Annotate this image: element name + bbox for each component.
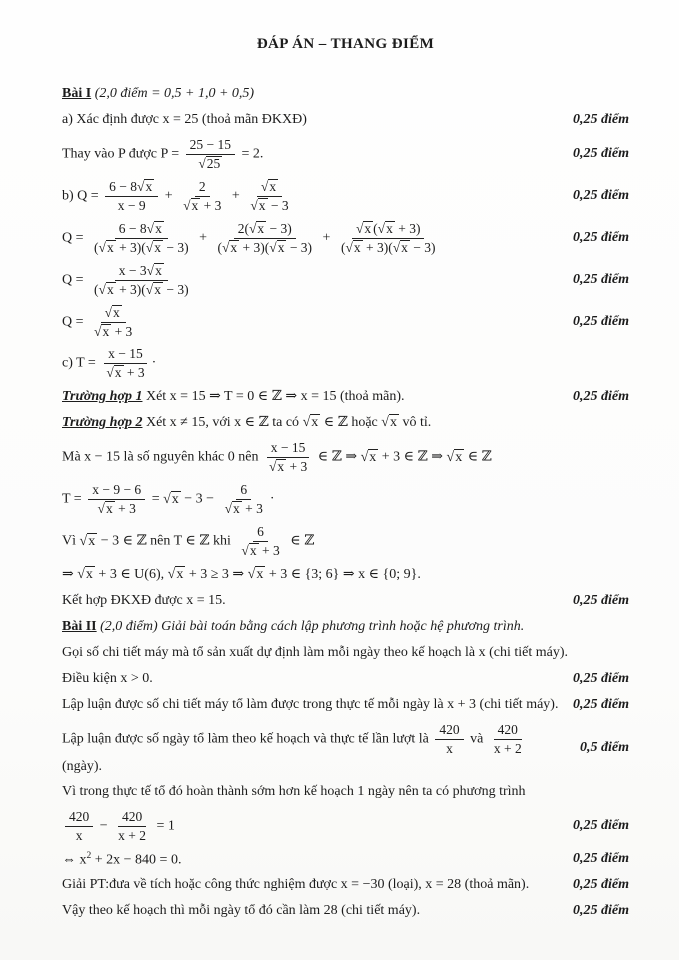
radicand: x	[114, 365, 122, 381]
fraction-numerator: x − 3√x	[115, 263, 168, 281]
answer-row	[62, 669, 629, 690]
sqrt-radical	[250, 198, 267, 213]
radicand: x	[176, 566, 184, 582]
styled-text: Trường hợp 1	[62, 389, 143, 405]
radicand: x	[102, 323, 110, 339]
points-label: 0,25 điểm	[573, 188, 629, 204]
radical-sign-icon: √	[377, 220, 386, 236]
answer-row	[62, 591, 629, 612]
radicand: x	[230, 239, 238, 255]
radical-sign-icon: √	[146, 220, 155, 236]
radical-sign-icon: √	[241, 542, 249, 558]
row-content: ⇔ $x^2 + 2x - 840 = 0$.	[62, 850, 182, 868]
fraction-denominator: (√x + 3)(√x − 3)	[94, 281, 189, 297]
row-content: c) T = $\frac{x - 15}{√x + 3}$ ·	[62, 346, 157, 381]
answer-row	[62, 643, 629, 664]
answer-row	[62, 695, 629, 716]
fraction-denominator: √x + 3	[183, 198, 222, 214]
points-label: 0,25 điểm	[573, 877, 629, 893]
row-content: Q = $\frac{x - 3√x}{(√x + 3)(√x - 3)}$	[62, 262, 563, 299]
radicand: x	[364, 220, 372, 236]
answer-row	[62, 387, 629, 408]
sqrt-radical	[447, 450, 465, 465]
radical-sign-icon: √	[145, 239, 154, 255]
radicand: x	[113, 304, 120, 320]
answer-row	[62, 617, 629, 638]
sqrt-radical	[105, 305, 122, 320]
radicand: x	[155, 220, 162, 236]
radicand: x	[277, 459, 285, 475]
fraction-numerator: x − 15	[104, 346, 147, 364]
answer-row	[62, 523, 629, 560]
fraction-numerator: x − 15	[267, 440, 310, 458]
fraction-numerator: √x (√x + 3)	[352, 221, 424, 239]
fraction	[105, 179, 158, 214]
sqrt-radical	[77, 567, 95, 582]
points-label: 0,5 điểm	[580, 740, 629, 756]
row-content	[62, 618, 629, 637]
superscript: 2	[86, 850, 92, 861]
radical-sign-icon: √	[97, 501, 105, 517]
fraction	[221, 482, 267, 517]
fraction-denominator: x + 2	[118, 827, 147, 843]
radical-sign-icon: √	[94, 323, 102, 339]
sqrt-radical	[106, 365, 123, 380]
row-content	[62, 85, 629, 104]
row-content: Vì √x − 3 ∈ ℤ nên T ∈ ℤ khi $\frac{6}{√x + 3}$ ∈ ℤ	[62, 524, 315, 558]
sqrt-radical	[80, 534, 98, 549]
fraction-denominator: √x + 3	[94, 323, 133, 339]
row-content: Q = $\frac{√x}{√x + 3}$	[62, 304, 563, 341]
fraction	[179, 179, 225, 214]
points-label: 0,25 điểm	[573, 670, 629, 686]
answer-row	[62, 220, 629, 257]
answer-row	[62, 439, 629, 476]
radicand: x	[256, 566, 264, 582]
fraction-numerator: 420	[435, 722, 463, 740]
fraction	[90, 263, 193, 298]
fraction-numerator: 6	[253, 524, 268, 542]
sqrt-radical	[163, 492, 181, 507]
fraction-numerator: 25 − 15	[186, 137, 235, 155]
fraction-denominator: √x + 3	[224, 501, 263, 517]
sqrt-radical	[378, 221, 395, 236]
radical-sign-icon: √	[381, 415, 389, 431]
sqrt-radical	[225, 501, 242, 516]
fraction	[213, 221, 316, 256]
styled-text: Trường hợp 2	[62, 415, 143, 431]
radical-sign-icon: √	[137, 179, 145, 195]
radicand: x	[105, 501, 113, 517]
radicand: x	[154, 239, 161, 255]
points-label: 0,25 điểm	[573, 817, 629, 833]
fraction	[65, 809, 93, 844]
radical-sign-icon: √	[198, 156, 206, 172]
sqrt-radical	[94, 324, 111, 339]
radicand: 25	[206, 156, 221, 172]
fraction-numerator: 420	[494, 722, 522, 740]
radical-sign-icon: √	[98, 239, 106, 255]
radicand: x	[154, 281, 161, 297]
radical-sign-icon: √	[106, 365, 114, 381]
fraction-numerator	[101, 305, 126, 323]
sqrt-radical	[99, 240, 116, 255]
radicand: x	[155, 262, 162, 278]
row-content: b) Q = $\frac{6 - 8√x}{x - 9}$ + $\frac{2}{√x + 3}$ + $\frac{√x}{√x - 3}$	[62, 178, 563, 215]
points-label: 0,25 điểm	[573, 146, 629, 162]
radicand: x	[257, 220, 265, 236]
fraction-denominator: x − 9	[117, 198, 146, 214]
radical-sign-icon: √	[145, 281, 154, 297]
fraction-numerator: 6	[236, 482, 251, 500]
radical-sign-icon: √	[146, 262, 155, 278]
fraction-numerator: 2(√x − 3)	[234, 221, 296, 239]
fraction-numerator: 420	[65, 809, 93, 827]
sqrt-radical	[269, 459, 286, 474]
row-content: Gọi số chi tiết máy mà tổ sản xuất dự định làm mỗi ngày theo kế hoạch là x (chi tiết máy).	[62, 644, 569, 660]
fraction-denominator: √x − 3	[250, 198, 289, 214]
sqrt-radical	[146, 282, 163, 297]
radicand: x	[145, 179, 153, 195]
radical-sign-icon: √	[247, 566, 256, 582]
fraction	[490, 722, 526, 757]
answer-row	[62, 849, 629, 870]
radical-sign-icon: √	[249, 220, 257, 236]
sqrt-radical	[303, 415, 321, 430]
sqrt-radical	[356, 221, 373, 236]
row-content: Lập luận được số chi tiết máy tổ làm được trong thực tế mỗi ngày là x + 3 (chi tiết máy).	[62, 696, 559, 712]
fraction-denominator: √x + 3	[241, 542, 280, 558]
radicand: x	[277, 239, 285, 255]
fraction-denominator: √x + 3	[268, 459, 308, 475]
answer-row	[62, 178, 629, 215]
radical-sign-icon: √	[98, 281, 106, 297]
radical-sign-icon: √	[221, 239, 230, 255]
answer-row	[62, 84, 629, 105]
answer-row	[62, 345, 629, 382]
answer-row	[62, 304, 629, 341]
row-content: a) Xác định được x = 25 (thoả mãn ĐKXĐ)	[62, 112, 307, 128]
radical-sign-icon: √	[302, 415, 311, 431]
radical-sign-icon: √	[356, 220, 364, 236]
radical-sign-icon: √	[392, 239, 401, 255]
radicand: x	[233, 501, 240, 517]
points-label: 0,25 điểm	[573, 851, 629, 867]
answer-row	[62, 875, 629, 896]
fraction-denominator: x	[75, 827, 83, 843]
fraction-denominator: x	[446, 740, 453, 756]
radicand: x	[455, 449, 463, 465]
radical-sign-icon: √	[446, 449, 455, 465]
fraction	[337, 221, 440, 256]
radical-sign-icon: √	[360, 449, 369, 465]
fraction-denominator: x + 2	[493, 740, 522, 756]
answer-rows	[62, 84, 629, 922]
radicand: x	[389, 415, 397, 431]
styled-text: (2,0 điểm) Giải bài toán bằng cách lập phương trình hoặc hệ phương trình.	[96, 618, 525, 634]
radical-sign-icon: √	[250, 198, 258, 214]
radical-sign-icon: √	[79, 533, 88, 549]
fraction	[90, 305, 136, 340]
radical-sign-icon: √	[167, 566, 176, 582]
points-label: 0,25 điểm	[573, 313, 629, 329]
sqrt-radical	[248, 567, 266, 582]
row-content: Trường hợp 1 Xét x = 15 ⇒ T = 0 ∈ ℤ ⇒ x = 15 (thoả mãn).	[62, 389, 405, 405]
row-content: Thay vào P được P = $\frac{25 - 15}{√25}$ = 2.	[62, 137, 264, 172]
radicand: x	[171, 491, 179, 507]
row-content: Vì trong thực tế tổ đó hoàn thành sớm hơn kế hoạch 1 ngày nên ta có phương trình	[62, 783, 526, 799]
fraction	[102, 346, 148, 381]
radical-sign-icon: √	[345, 239, 353, 255]
sqrt-radical	[168, 567, 186, 582]
sqrt-radical	[146, 240, 163, 255]
radical-sign-icon: √	[77, 566, 85, 582]
fraction	[265, 440, 311, 475]
styled-text: Bài I	[62, 86, 92, 102]
answer-row	[62, 565, 629, 586]
radical-sign-icon: √	[269, 239, 277, 255]
sqrt-radical	[345, 240, 362, 255]
fraction-denominator: (√x + 3)(√x − 3)	[340, 239, 436, 255]
row-content: Trường hợp 2 Xét x ≠ 15, với x ∈ ℤ ta có √x ∈ ℤ hoặc √x vô tỉ.	[62, 414, 629, 433]
fraction	[186, 137, 235, 172]
answer-row	[62, 808, 629, 845]
fraction-numerator: x − 9 − 6	[88, 482, 145, 500]
points-label: 0,25 điểm	[573, 592, 629, 608]
styled-text: (2,0 điểm = 0,5 + 1,0 + 0,5)	[91, 86, 255, 102]
points-label: 0,25 điểm	[573, 271, 629, 287]
row-content: Q = $\frac{6 - 8√x}{(√x + 3)(√x - 3)}$ + $\frac{2(√x - 3)}{(√x + 3)(√x - 3)}$ + $\frac{√x (√x + 3)}{(√x + 3)(√x - 3)}$	[62, 220, 563, 257]
answer-row	[62, 136, 629, 173]
fraction-denominator: √x + 3	[97, 501, 136, 517]
sqrt-radical	[99, 282, 116, 297]
points-label: 0,25 điểm	[573, 112, 629, 128]
fraction	[237, 524, 283, 559]
fraction-denominator: (√x + 3)(√x − 3)	[217, 239, 313, 255]
sqrt-radical	[261, 179, 278, 194]
fraction	[88, 482, 145, 517]
points-label: 0,25 điểm	[573, 696, 629, 712]
row-content: ⇒ √x + 3 ∈ U(6), √x + 3 ≥ 3 ⇒ √x + 3 ∈ {3; 6} ⇒ x ∈ {0; 9}.	[62, 566, 629, 585]
radicand: x	[106, 281, 114, 297]
sqrt-radical	[198, 156, 222, 171]
sqrt-radical	[147, 221, 164, 236]
row-content: Vậy theo kế hoạch thì mỗi ngày tổ đó cần làm 28 (chi tiết máy).	[62, 903, 421, 919]
fraction	[246, 179, 292, 214]
row-content: Lập luận được số ngày tổ làm theo kế hoạch và thực tế lần lượt là $\frac{420}{x}$ và $\frac{420}{x + 2}$ (ngày).	[62, 721, 570, 777]
radical-sign-icon: √	[224, 501, 232, 517]
radicand: x	[106, 239, 114, 255]
radicand: x	[386, 220, 393, 236]
sqrt-radical	[241, 543, 258, 558]
row-content: $\frac{420}{x}$ − $\frac{420}{x + 2}$ = 1	[62, 808, 563, 845]
radical-sign-icon: √	[104, 304, 112, 320]
sqrt-radical	[269, 240, 286, 255]
radical-sign-icon: √	[260, 179, 269, 195]
radicand: x	[353, 239, 361, 255]
sqrt-radical	[361, 450, 379, 465]
answer-row	[62, 413, 629, 434]
styled-text: Bài II	[62, 618, 97, 634]
sqrt-radical	[393, 240, 410, 255]
radicand: x	[401, 239, 408, 255]
answer-row	[62, 782, 629, 803]
fraction-denominator: √x + 3	[106, 365, 145, 381]
radicand: x	[269, 179, 277, 195]
sqrt-radical	[183, 198, 200, 213]
fraction	[435, 722, 463, 757]
radicand: x	[191, 198, 199, 214]
row-content: T = $\frac{x - 9 - 6}{√x + 3}$ = √x − 3 − $\frac{6}{√x + 3}$ ·	[62, 482, 275, 517]
radicand: x	[311, 415, 319, 431]
answer-row	[62, 721, 629, 777]
radical-sign-icon: √	[163, 491, 171, 507]
fraction-numerator: 2	[195, 179, 210, 197]
points-label: 0,25 điểm	[573, 389, 629, 405]
row-content: Điều kiện x > 0.	[62, 670, 153, 686]
answer-row	[62, 262, 629, 299]
radical-sign-icon: √	[268, 459, 277, 475]
fraction	[114, 809, 150, 844]
sqrt-radical	[137, 179, 154, 194]
sqrt-radical	[249, 221, 266, 236]
answer-row	[62, 481, 629, 518]
radical-sign-icon: √	[183, 198, 191, 214]
fraction	[90, 221, 193, 256]
radicand: x	[249, 542, 257, 558]
sqrt-radical	[147, 263, 164, 278]
radicand: x	[369, 449, 377, 465]
fraction-denominator	[194, 155, 226, 172]
row-content: Kết hợp ĐKXĐ được x = 15.	[62, 592, 226, 608]
points-label: 0,25 điểm	[573, 903, 629, 919]
sqrt-radical	[222, 240, 239, 255]
radicand: x	[258, 198, 266, 214]
radicand: x	[88, 533, 96, 549]
answer-row	[62, 901, 629, 922]
fraction-numerator: 6 − 8√x	[105, 179, 158, 197]
row-content: Mà x − 15 là số nguyên khác 0 nên $\frac{x - 15}{√x + 3}$ ∈ ℤ ⇒ √x + 3 ∈ ℤ ⇒ √x ∈ ℤ	[62, 440, 492, 475]
sqrt-radical	[98, 501, 115, 516]
sqrt-radical	[381, 415, 399, 430]
radicand: x	[85, 566, 93, 582]
fraction-numerator: 6 − 8√x	[115, 221, 168, 239]
fraction-numerator	[257, 179, 282, 197]
row-content: Giải PT:đưa về tích hoặc công thức nghiệm được x = −30 (loại), x = 28 (thoả mãn).	[62, 877, 530, 893]
points-label: 0,25 điểm	[573, 229, 629, 245]
fraction-numerator: 420	[118, 809, 146, 827]
page-title: ĐÁP ÁN – THANG ĐIỂM	[256, 36, 435, 52]
fraction-denominator: (√x + 3)(√x − 3)	[94, 239, 189, 255]
answer-row	[62, 110, 629, 131]
